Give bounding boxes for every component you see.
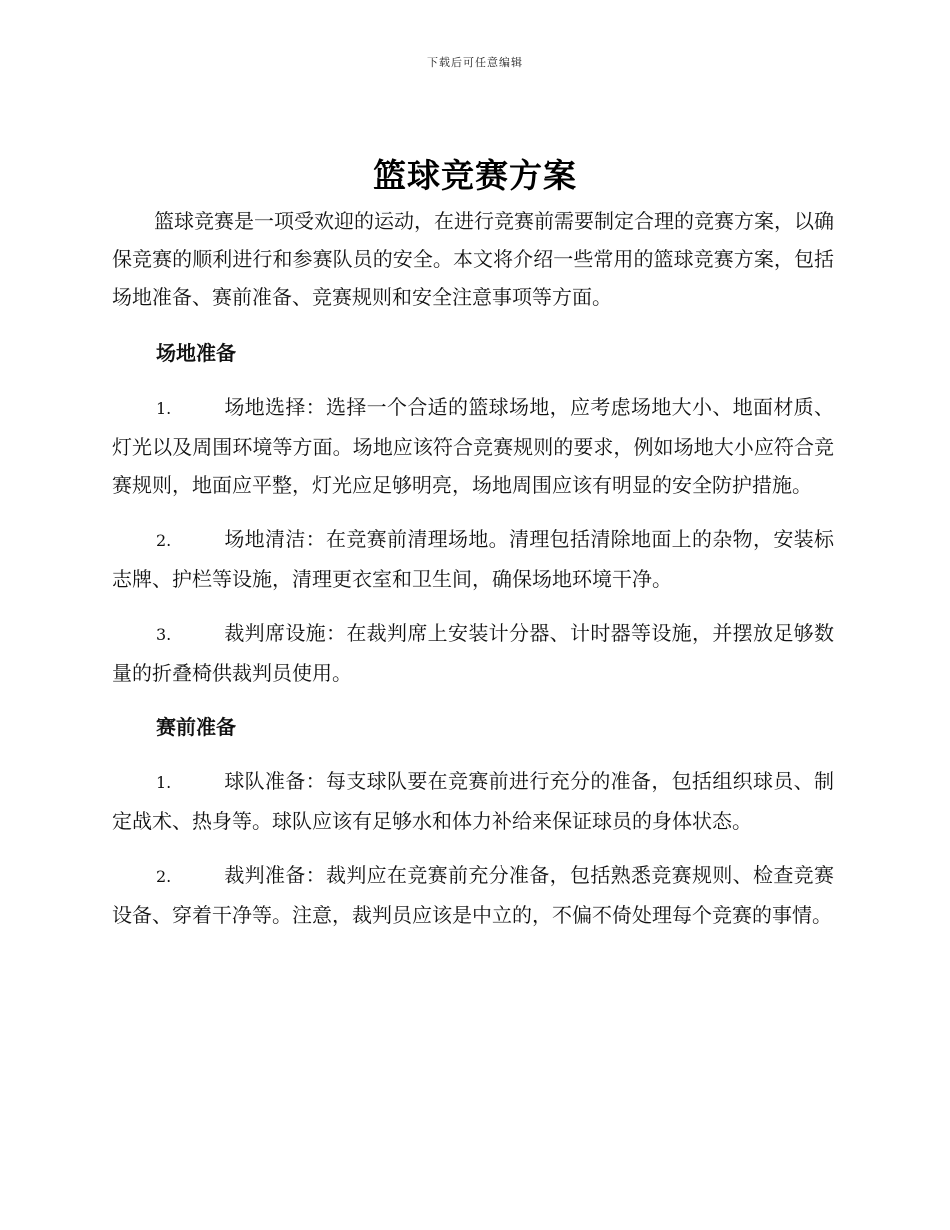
list-item-text: 场地选择：选择一个合适的篮球场地，应考虑场地大小、地面材质、灯光以及周围环境等方面。场地应该符合竞赛规则的要求，例如场地大小应符合竞赛规则，地面应平整，灯光应足够明亮，场地周围应该有明显的安全防护措施。 — [112, 395, 834, 497]
list-item-text: 球队准备：每支球队要在竞赛前进行充分的准备，包括组织球员、制定战术、热身等。球队应该有足够水和体力补给来保证球员的身体状态。 — [112, 769, 834, 833]
section-venue — [112, 334, 834, 692]
list-item-number: 1. — [156, 399, 172, 418]
list-item-text: 裁判席设施：在裁判席上安装计分器、计时器等设施，并摆放足够数量的折叠椅供裁判员使用。 — [112, 621, 834, 685]
header-note: 下载后可任意编辑 — [427, 56, 523, 69]
section-heading: 赛前准备 — [156, 715, 236, 739]
list-item — [112, 856, 834, 934]
document-title: 篮球竞赛方案 — [373, 156, 577, 195]
section-pregame — [112, 708, 834, 934]
list-item — [112, 520, 834, 598]
list-item — [112, 388, 834, 504]
list-item-text: 裁判准备：裁判应在竞赛前充分准备，包括熟悉竞赛规则、检查竞赛设备、穿着干净等。注意，裁判员应该是中立的，不偏不倚处理每个竞赛的事情。 — [112, 863, 834, 927]
list-item-number: 1. — [156, 773, 172, 792]
list-item-text: 场地清洁：在竞赛前清理场地。清理包括清除地面上的杂物，安装标志牌、护栏等设施，清理更衣室和卫生间，确保场地环境干净。 — [112, 527, 834, 591]
list-item-number: 3. — [156, 625, 172, 644]
list-item-number: 2. — [156, 531, 172, 550]
list-item-number: 2. — [156, 867, 172, 886]
list-item — [112, 614, 834, 692]
intro-paragraph: 篮球竞赛是一项受欢迎的运动，在进行竞赛前需要制定合理的竞赛方案，以确保竞赛的顺利进行和参赛队员的安全。本文将介绍一些常用的篮球竞赛方案，包括场地准备、赛前准备、竞赛规则和安全注意事项等方面。 — [112, 209, 834, 309]
list-item — [112, 762, 834, 840]
section-heading: 场地准备 — [156, 341, 236, 365]
document-body — [112, 202, 834, 950]
